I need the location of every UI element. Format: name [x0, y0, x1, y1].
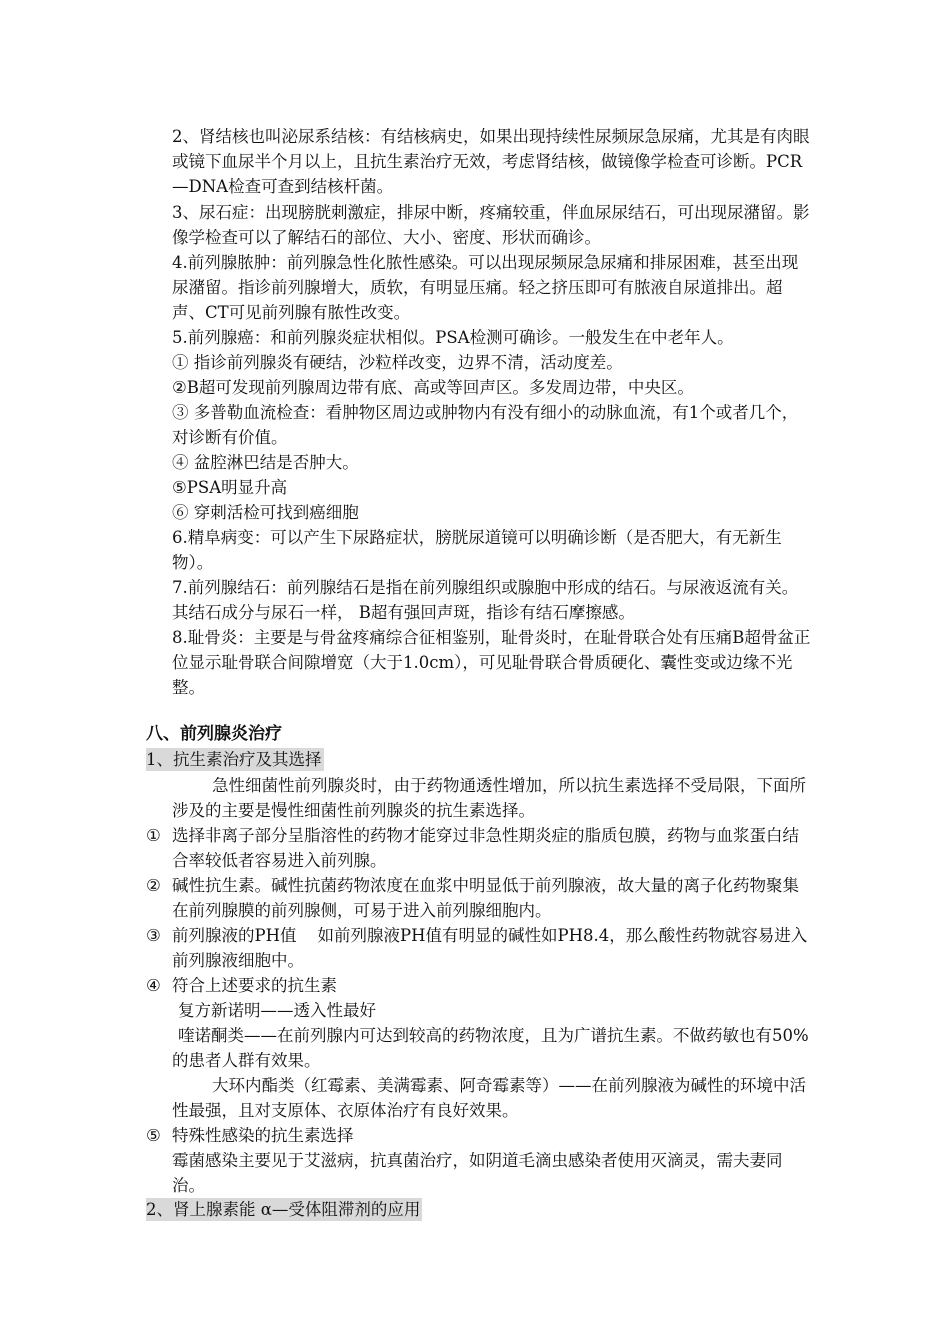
item-number: ② [146, 876, 161, 895]
paragraph-prostate-stone: 7.前列腺结石：前列腺结石是指在前列腺组织或腺胞中形成的结石。与尿液返流有关。其结石成分与尿石一样， B超有强回声斑，指诊有结石摩擦感。 [172, 578, 799, 622]
paragraph-urolithiasis: 3、尿石症：出现膀胱刺激症，排尿中断，疼痛较重，伴血尿尿结石，可出现尿潴留。影像学检查可以了解结石的部位、大小、密度、形状而确诊。 [172, 203, 810, 247]
paragraph-verumontanum: 6.精阜病变：可以产生下尿路症状，膀胱尿道镜可以明确诊断（是否肥大，有无新生物）。 [172, 528, 782, 572]
paragraph-osteitis-pubis: 8.耻骨炎：主要是与骨盆疼痛综合征相鉴别，耻骨炎时，在耻骨联合处有压痛B超骨盆正位显示耻骨联合间隙增宽（大于1.0cm），可见耻骨联合骨质硬化、囊性变或边缘不光整。 [172, 628, 811, 697]
list-item: 碱性抗生素。碱性抗菌药物浓度在血浆中明显低于前列腺液，故大量的离子化药物聚集在前列腺膜的前列腺侧，可易于进入前列腺细胞内。 [172, 876, 799, 920]
paragraph-prostate-abscess: 4.前列腺脓肿：前列腺急性化脓性感染。可以出现尿频尿急尿痛和排尿困难，甚至出现尿潴留。指诊前列腺增大，质软，有明显压痛。轻之挤压即可有脓液自尿道排出。超声、CT可见前列腺有脓性改变。 [172, 253, 799, 322]
paragraph-prostate-cancer: 5.前列腺癌：和前列腺炎症状相似。PSA检测可确诊。一般发生在中老年人。 [172, 328, 734, 347]
list-item: 特殊性感染的抗生素选择 [172, 1126, 354, 1145]
paragraph-cancer-point-4: ④ 盆腔淋巴结是否肿大。 [172, 453, 359, 472]
subheading-antibiotics: 1、抗生素治疗及其选择 [146, 750, 322, 769]
paragraph-cancer-point-1: ① 指诊前列腺炎有硬结，沙粒样改变，边界不清，活动度差。 [172, 353, 623, 372]
list-item: 选择非离子部分呈脂溶性的药物才能穿过非急性期炎症的脂质包膜，药物与血浆蛋白结合率较低者容易进入前列腺。 [172, 826, 799, 870]
paragraph-cancer-point-5: ⑤PSA明显升高 [172, 478, 288, 497]
paragraph-cancer-point-2: ②B超可发现前列腺周边带有底、高或等回声区。多发周边带，中央区。 [172, 378, 694, 397]
paragraph-drug-smz: 复方新诺明——透入性最好 [178, 1001, 376, 1020]
paragraph-drug-macrolides: 大环内酯类（红霉素、美满霉素、阿奇霉素等）——在前列腺液为碱性的环境中活性最强，且对支原体、衣原体治疗有良好效果。 [172, 1076, 806, 1120]
item-number: ① [146, 826, 161, 845]
item-number: ③ [146, 926, 161, 945]
paragraph-fungal-infection: 霉菌感染主要见于艾滋病，抗真菌治疗，如阴道毛滴虫感染者使用灭滴灵，需夫妻同治。 [172, 1151, 783, 1195]
item-number: ⑤ [146, 1126, 161, 1145]
list-item: 前列腺液的PH值 如前列腺液PH值有明显的碱性如PH8.4，那么酸性药物就容易进入前列腺液细胞中。 [172, 926, 808, 970]
paragraph-renal-tuberculosis: 2、肾结核也叫泌尿系结核：有结核病史，如果出现持续性尿频尿急尿痛，尤其是有肉眼或镜下血尿半个月以上，且抗生素治疗无效，考虑肾结核，做镜像学检查可诊断。PCR—DNA检查可查到结核杆菌。 [172, 127, 810, 196]
paragraph-cancer-point-6: ⑥ 穿刺活检可找到癌细胞 [172, 503, 359, 522]
paragraph-cancer-point-3: ③ 多普勒血流检查：看肿物区周边或肿物内有没有细小的动脉血流，有1个或者几个，对诊断有价值。 [172, 403, 799, 447]
paragraph-drug-quinolones: 喹诺酮类——在前列腺内可达到较高的药物浓度，且为广谱抗生素。不做药敏也有50%的患者人群有效果。 [172, 1026, 809, 1070]
paragraph-antibiotic-intro: 急性细菌性前列腺炎时，由于药物通透性增加，所以抗生素选择不受局限，下面所涉及的主要是慢性细菌性前列腺炎的抗生素选择。 [172, 776, 806, 820]
section-heading: 八、前列腺炎治疗 [146, 724, 282, 744]
subheading-alpha-blockers: 2、肾上腺素能 α—受体阻滞剂的应用 [146, 1200, 421, 1219]
list-item: 符合上述要求的抗生素 [172, 976, 337, 995]
item-number: ④ [146, 976, 161, 995]
